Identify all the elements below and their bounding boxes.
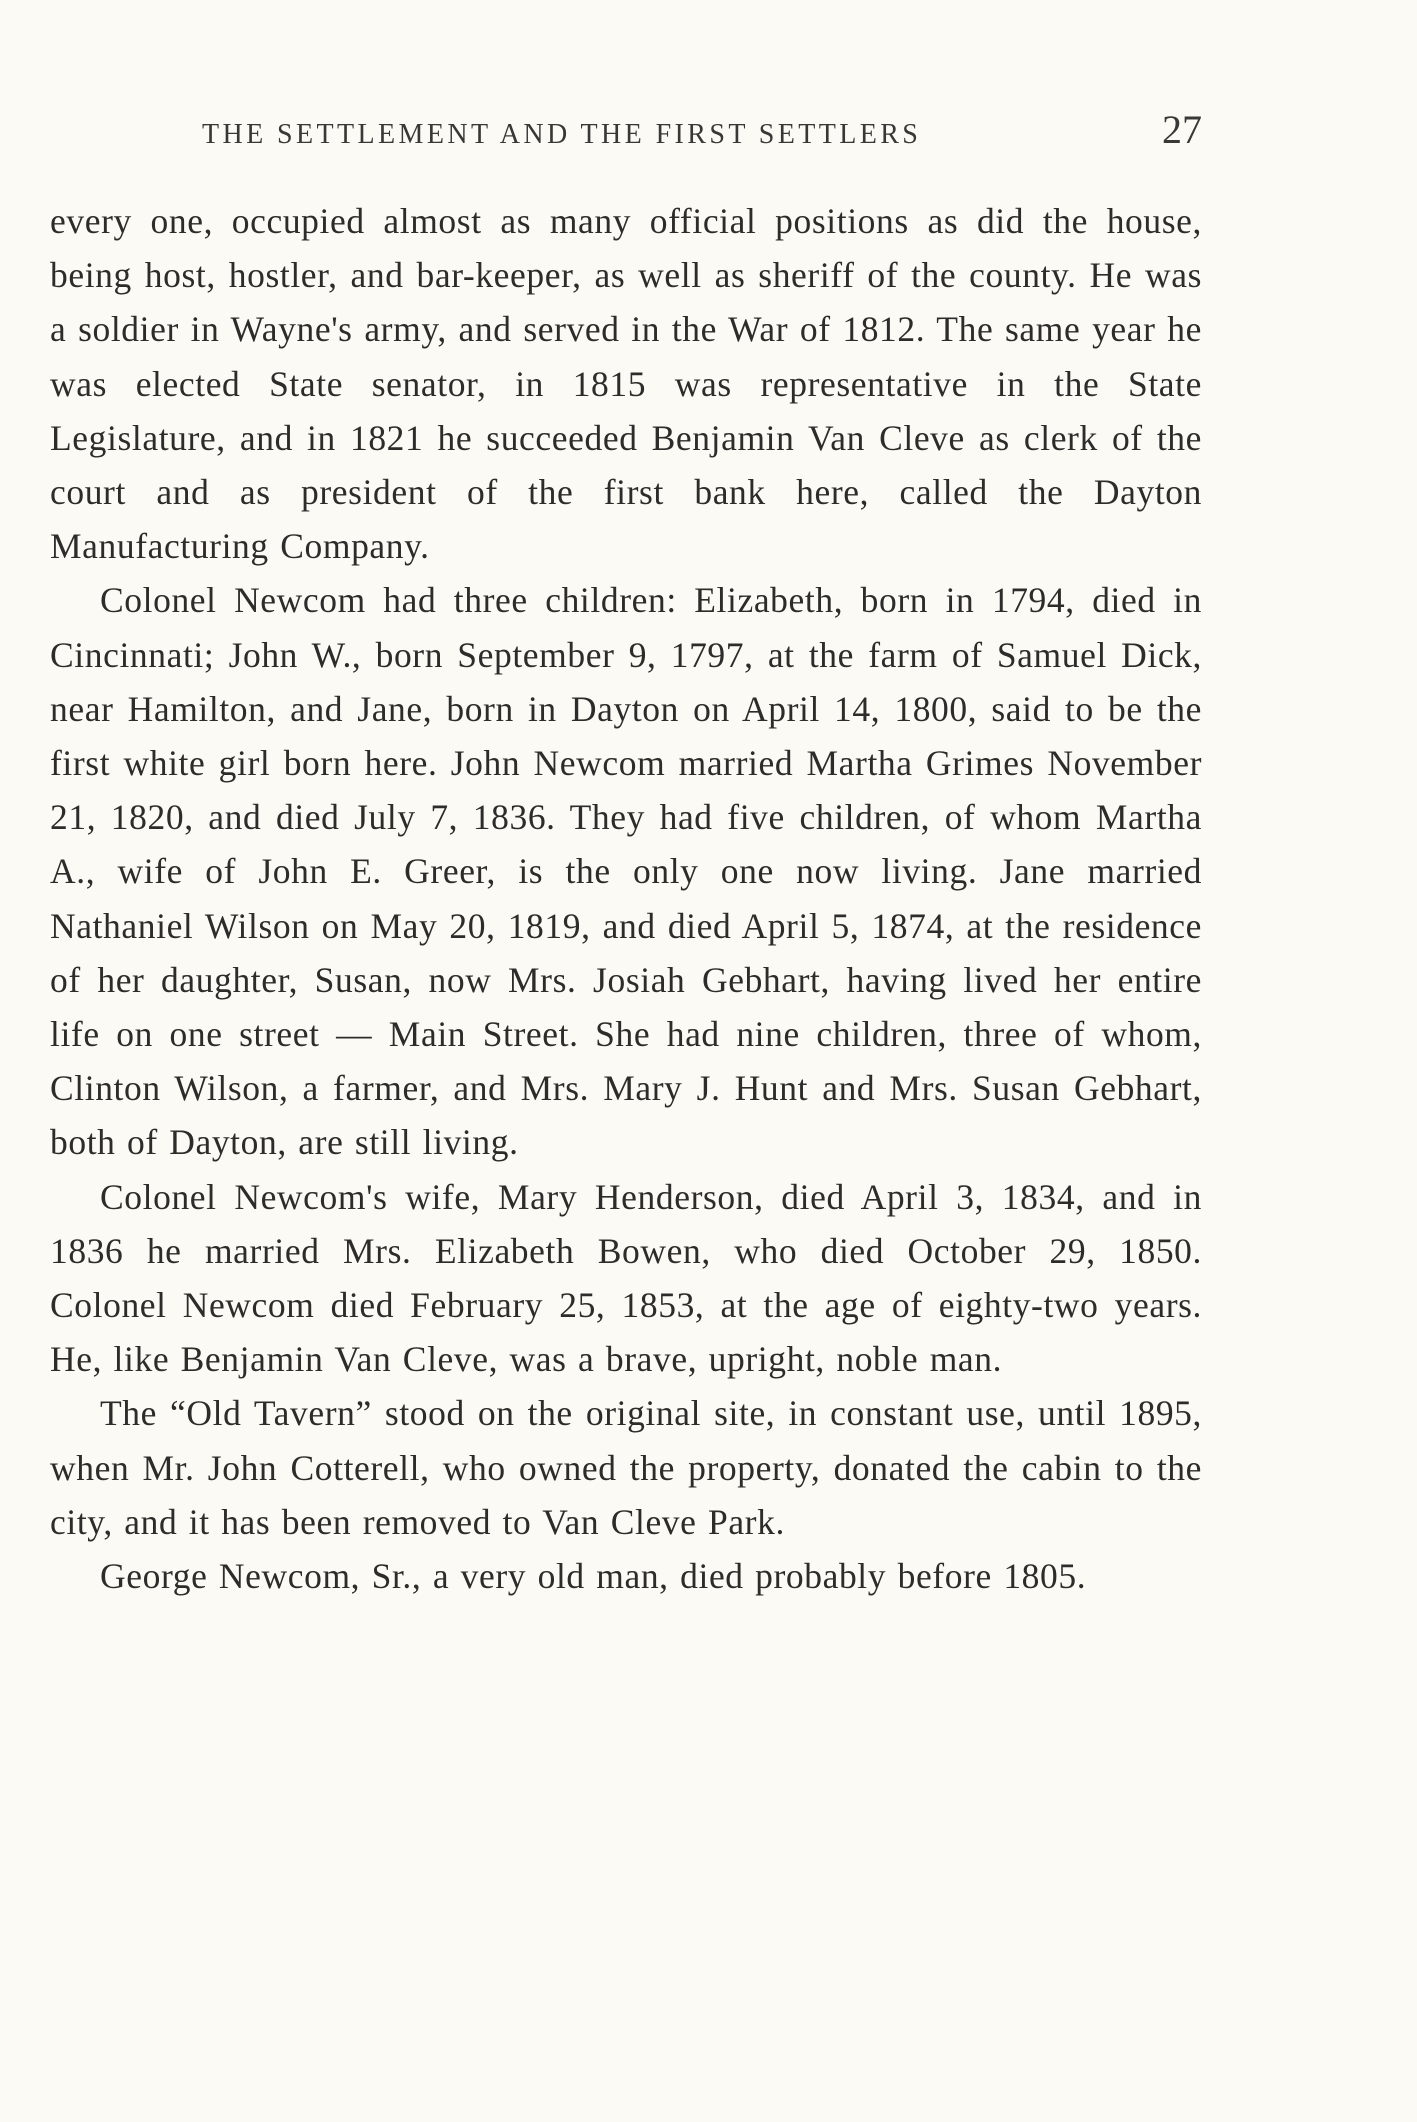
paragraph: Colonel Newcom had three children: Elizabeth, born in 1794, died in Cincinnati; John W., born September 9, 1797, at the farm of Samuel Dick, near Hamilton, and Jane, born in Dayton on April 14, 1800, said to be the first white girl born here. John Newcom married Martha Grimes November 21, 1820, and died July 7, 1836. They had five children, of whom Martha A., wife of John E. Greer, is the only one now living. Jane married Nathaniel Wilson on May 20, 1819, and died April 5, 1874, at the residence of her daughter, Susan, now Mrs. Josiah Gebhart, having lived her entire life on one street — Main Street. She had nine children, three of whom, Clinton Wilson, a farmer, and Mrs. Mary J. Hunt and Mrs. Susan Gebhart, both of Dayton, are still living. <box>50 580 1202 1163</box>
paragraph: Colonel Newcom's wife, Mary Henderson, died April 3, 1834, and in 1836 he married Mrs. Elizabeth Bowen, who died October 29, 1850. Colonel Newcom died February 25, 1853, at the age of eighty-two years. He, like Benjamin Van Cleve, was a brave, upright, noble man. <box>50 1176 1202 1380</box>
paragraph: The “Old Tavern” stood on the original site, in constant use, until 1895, when Mr. John Cotterell, who owned the property, donated the cabin to the city, and it has been removed to Van Cleve Park. <box>50 1393 1202 1542</box>
body-text <box>50 194 1202 1603</box>
book-page <box>50 106 1202 1603</box>
running-header <box>202 106 1202 158</box>
paragraph: every one, occupied almost as many official positions as did the house, being host, hostler, and bar-keeper, as well as sheriff of the county. He was a soldier in Wayne's army, and served in the War of 1812. The same year he was elected State senator, in 1815 was representative in the State Legislature, and in 1821 he succeeded Benjamin Van Cleve as clerk of the court and as president of the first bank here, called the Dayton Manufacturing Company. <box>50 201 1202 567</box>
paragraph: George Newcom, Sr., a very old man, died probably before 1805. <box>100 1556 1087 1597</box>
page-number: 27 <box>1162 107 1202 152</box>
running-title: THE SETTLEMENT AND THE FIRST SETTLERS <box>202 119 922 150</box>
